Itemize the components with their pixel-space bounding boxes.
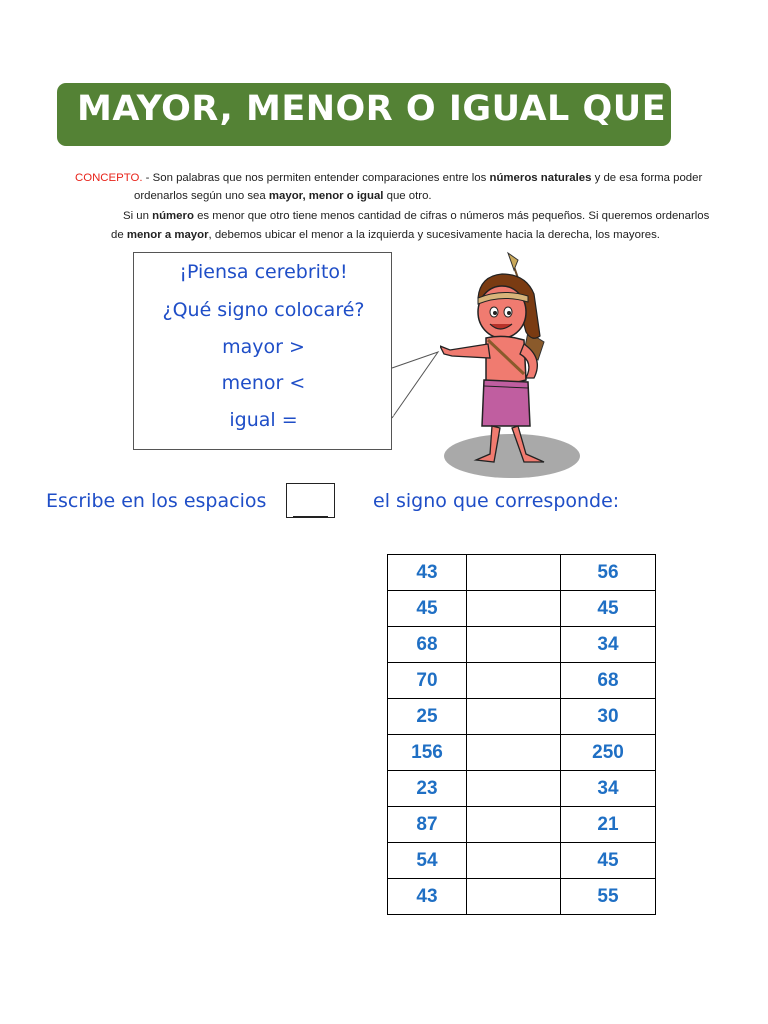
table-row	[388, 555, 656, 591]
left-number: 43	[388, 555, 467, 591]
concept-bold: mayor, menor o igual	[268, 190, 384, 202]
sign-answer-cell[interactable]	[467, 555, 561, 591]
table-row	[388, 843, 656, 879]
concept-bold: números naturales	[489, 172, 592, 184]
table-row	[388, 627, 656, 663]
right-number: 34	[561, 627, 656, 663]
page-title: MAYOR, MENOR O IGUAL QUE	[77, 89, 667, 129]
concept-text: , debemos ubicar el menor a la izquierda y sucesivamente hacia la derecha, los mayores.	[208, 229, 660, 241]
left-number: 54	[388, 843, 467, 879]
bubble-line: menor <	[221, 372, 306, 394]
right-number: 45	[561, 843, 656, 879]
right-number: 55	[561, 879, 656, 915]
sign-answer-cell[interactable]	[467, 663, 561, 699]
right-number: 56	[561, 555, 656, 591]
sign-answer-cell[interactable]	[467, 807, 561, 843]
sign-answer-cell[interactable]	[467, 627, 561, 663]
concept-text: de	[111, 229, 127, 241]
instruction-left: Escribe en los espacios	[46, 490, 267, 512]
speech-bubble	[133, 252, 392, 450]
concept-line-2	[134, 189, 432, 204]
bubble-line: ¿Qué signo colocaré?	[162, 299, 365, 321]
table-row	[388, 771, 656, 807]
concept-line-3	[123, 209, 709, 224]
right-number: 30	[561, 699, 656, 735]
table-row	[388, 663, 656, 699]
concept-text: ordenarlos según uno sea	[134, 190, 269, 202]
table-row	[388, 879, 656, 915]
right-number: 45	[561, 591, 656, 627]
left-number: 156	[388, 735, 467, 771]
concept-bold: número	[152, 210, 194, 222]
table-row	[388, 699, 656, 735]
concept-text: Si un	[123, 210, 153, 222]
right-number: 34	[561, 771, 656, 807]
bubble-line: mayor >	[222, 336, 305, 358]
table-row	[388, 735, 656, 771]
table-row	[388, 807, 656, 843]
left-number: 70	[388, 663, 467, 699]
sign-answer-cell[interactable]	[467, 699, 561, 735]
boy-illustration	[440, 250, 580, 490]
table-row	[388, 591, 656, 627]
left-number: 25	[388, 699, 467, 735]
right-number: 68	[561, 663, 656, 699]
bubble-line: igual =	[229, 409, 298, 431]
left-number: 68	[388, 627, 467, 663]
left-number: 23	[388, 771, 467, 807]
sign-answer-cell[interactable]	[467, 843, 561, 879]
right-number: 250	[561, 735, 656, 771]
sign-answer-cell[interactable]	[467, 771, 561, 807]
concept-text: - Son palabras que nos permiten entender comparaciones entre los	[142, 172, 490, 184]
left-number: 45	[388, 591, 467, 627]
concept-text: que otro.	[383, 190, 432, 202]
sign-answer-cell[interactable]	[467, 735, 561, 771]
left-number: 43	[388, 879, 467, 915]
concept-text: y de esa forma poder	[591, 172, 703, 184]
example-answer-box	[286, 483, 335, 518]
concept-label: CONCEPTO.	[75, 172, 143, 184]
instruction-right: el signo que corresponde:	[373, 490, 620, 512]
concept-line-1	[75, 171, 702, 186]
concept-bold: menor a mayor	[126, 229, 209, 241]
right-number: 21	[561, 807, 656, 843]
left-number: 87	[388, 807, 467, 843]
concept-line-4	[111, 228, 660, 243]
sign-answer-cell[interactable]	[467, 591, 561, 627]
bubble-line: ¡Piensa cerebrito!	[179, 261, 348, 283]
comparison-table	[387, 554, 656, 915]
concept-text: es menor que otro tiene menos cantidad de cifras o números más pequeños. Si queremos ordenarlos	[193, 210, 710, 222]
sign-answer-cell[interactable]	[467, 879, 561, 915]
title-banner	[57, 83, 671, 146]
